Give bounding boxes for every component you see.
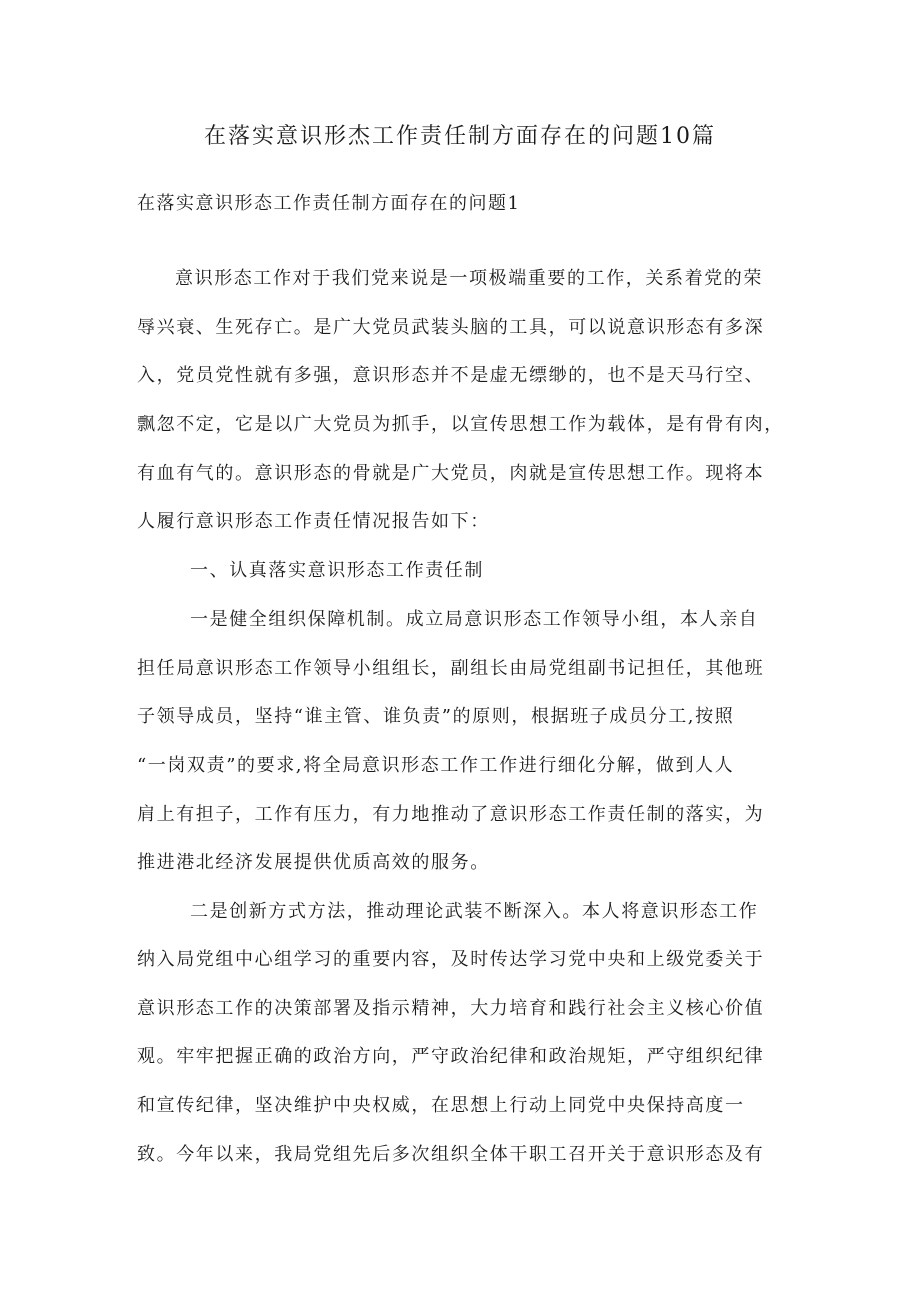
document-title: 在落实意识形杰工作责任制方面存在的问题10篇 [204, 124, 716, 149]
paragraph-line: 飘忽不定，它是以广大党员为抓手，以宣传思想工作为载体，是有骨有肉， [137, 414, 784, 435]
list-heading: 一、认真落实意识形态工作责任制 [190, 560, 484, 581]
paragraph-line: 和宣传纪律，坚决维护中央权威，在思想上行动上同党中央保持高度一 [137, 1095, 745, 1116]
paragraph-line: 意识形态工作的决策部署及指示精神，大力培育和践行社会主义核心价值 [137, 998, 765, 1019]
paragraph-line: 担任局意识形态工作领导小组组长，副组长由局党组副书记担任，其他班 [137, 658, 765, 679]
paragraph-line: 有血有气的。意识形态的骨就是广大党员，肉就是宣传思想工作。现将本 [137, 463, 765, 484]
paragraph-line: 二是创新方式方法，推动理论武装不断深入。本人将意识形态工作 [190, 901, 759, 922]
paragraph-line: “一岗双责”的要求,将全局意识形态工作工作进行细化分解，做到人人 [137, 755, 735, 776]
paragraph-line: 子领导成员，坚持“谁主管、谁负责”的原则，根据班子成员分工,按照 [137, 706, 735, 727]
paragraph-line: 致。今年以来，我局党组先后多次组织全体干职工召开关于意识形态及有 [137, 1144, 765, 1165]
paragraph-line: 推进港北经济发展提供优质高效的服务。 [137, 852, 490, 873]
paragraph-line: 辱兴衰、生死存亡。是广大党员武装头脑的工具，可以说意识形态有多深 [137, 317, 765, 338]
paragraph-line: 观。牢牢把握正确的政治方向，严守政治纪律和政治规矩，严守组织纪律 [137, 1046, 765, 1067]
paragraph-line: 入，党员党性就有多强，意识形态并不是虚无缥缈的，也不是天马行空、 [137, 365, 765, 386]
paragraph-line: 一是健全组织保障机制。成立局意识形态工作领导小组，本人亲自 [190, 609, 759, 630]
paragraph-line: 人履行意识形态工作责任情况报告如下： [137, 511, 490, 532]
paragraph-line: 纳入局党组中心组学习的重要内容，及时传达学习党中央和上级党委关于 [137, 949, 765, 970]
paragraph-line: 意识形态工作对于我们党来说是一项极端重要的工作，关系着党的荣 [175, 268, 763, 289]
section-heading: 在落实意识形态工作责任制方面存在的问题1 [137, 193, 521, 214]
paragraph-line: 肩上有担子，工作有压力，有力地推动了意识形态工作责任制的落实，为 [137, 804, 765, 825]
